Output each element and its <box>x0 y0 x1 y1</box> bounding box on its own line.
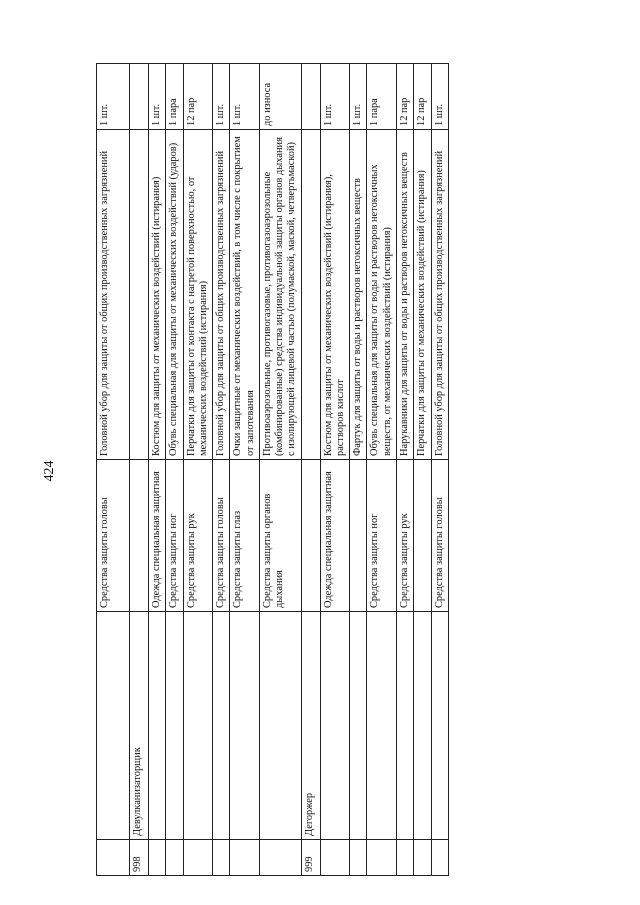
empty-number-cell <box>166 840 183 876</box>
empty-number-cell <box>367 840 397 876</box>
empty-number-cell <box>213 840 230 876</box>
empty-profession-cell <box>431 612 448 840</box>
norm-cell: 1 шт. <box>431 64 448 130</box>
empty-item-cell <box>130 130 149 460</box>
empty-number-cell <box>396 840 413 876</box>
table-row <box>259 64 301 876</box>
category-cell: Средства защиты головы <box>213 460 230 612</box>
empty-category-cell <box>130 460 149 612</box>
table-row <box>414 64 431 876</box>
table-body <box>97 64 449 876</box>
rotated-sheet <box>96 64 540 876</box>
item-cell: Обувь специальная для защиты от воды и растворов нетоксичных веществ, от механических воздействий (истирания) <box>367 130 397 460</box>
empty-profession-cell <box>183 612 213 840</box>
item-cell: Головной убор для защиты от общих производственных загрязнений <box>431 130 448 460</box>
profession-row <box>97 64 130 876</box>
table-row <box>396 64 413 876</box>
item-cell: Обувь специальная для защиты от механических воздействий (ударов) <box>166 130 183 460</box>
empty-profession-cell <box>166 612 183 840</box>
item-cell: Перчатки для защиты от контакта с нагретой поверхностью, от механических воздействий (истирания) <box>183 130 213 460</box>
table-row <box>431 64 448 876</box>
category-cell: Средства защиты ног <box>367 460 397 612</box>
empty-number-cell <box>259 840 301 876</box>
profession-cell: Дегоржер <box>301 612 320 840</box>
empty-profession-cell <box>149 612 166 840</box>
empty-category-cell <box>301 460 320 612</box>
category-cell: Средства защиты глаз <box>230 460 260 612</box>
table-row <box>183 64 213 876</box>
norm-cell: 1 шт. <box>149 64 166 130</box>
norm-cell: 1 шт. <box>230 64 260 130</box>
empty-number-cell <box>414 840 431 876</box>
norm-cell: 12 пар <box>183 64 213 130</box>
norm-cell: 1 шт. <box>213 64 230 130</box>
ppe-norms-table <box>96 63 449 876</box>
profession-cell: Девулканизаторщик <box>130 612 149 840</box>
item-cell: Костюм для защиты от механических воздействий (истирания), растворов кислот <box>320 130 350 460</box>
empty-number-cell <box>230 840 260 876</box>
norm-cell: 1 шт. <box>320 64 350 130</box>
category-cell: Одежда специальная защитная <box>320 460 350 612</box>
table-row <box>320 64 350 876</box>
norm-cell: 12 пар <box>414 64 431 130</box>
category-cell: Средства защиты органов дыхания <box>259 460 301 612</box>
empty-profession-cell <box>230 612 260 840</box>
norm-cell: до износа <box>259 64 301 130</box>
item-cell: Головной убор для защиты от общих производственных загрязнений <box>97 130 130 460</box>
table-row <box>166 64 183 876</box>
item-cell: Противоаэрозольные, противогазовые, противогазоаэрозольные (комбинированные) средства индивидуальной защиты органов дыхания с изолирующей лицевой частью (полумаской, маской, четвертьмаской) <box>259 130 301 460</box>
category-cell <box>414 460 431 612</box>
empty-number-cell <box>431 840 448 876</box>
empty-item-cell <box>301 130 320 460</box>
norm-cell: 1 шт. <box>97 64 130 130</box>
profession-row <box>130 64 149 876</box>
norm-cell: 1 пара <box>367 64 397 130</box>
table-row <box>230 64 260 876</box>
item-cell: Очки защитные от механических воздействий, в том числе с покрытием от запотевания <box>230 130 260 460</box>
row-number-cell <box>97 840 130 876</box>
empty-number-cell <box>350 840 367 876</box>
empty-number-cell <box>320 840 350 876</box>
category-cell: Средства защиты ног <box>166 460 183 612</box>
table-row <box>350 64 367 876</box>
category-cell: Одежда специальная защитная <box>149 460 166 612</box>
table-row <box>149 64 166 876</box>
empty-profession-cell <box>367 612 397 840</box>
category-cell: Средства защиты рук <box>183 460 213 612</box>
empty-number-cell <box>183 840 213 876</box>
item-cell: Перчатки для защиты от механических воздействий (истирания) <box>414 130 431 460</box>
category-cell: Средства защиты головы <box>97 460 130 612</box>
category-cell: Средства защиты рук <box>396 460 413 612</box>
profession-cell <box>97 612 130 840</box>
empty-profession-cell <box>213 612 230 840</box>
table-row <box>213 64 230 876</box>
empty-profession-cell <box>350 612 367 840</box>
norm-cell: 1 шт. <box>350 64 367 130</box>
item-cell: Головной убор для защиты от общих производственных загрязнений <box>213 130 230 460</box>
empty-profession-cell <box>259 612 301 840</box>
item-cell: Фартук для защиты от воды и растворов нетоксичных веществ <box>350 130 367 460</box>
empty-profession-cell <box>396 612 413 840</box>
empty-number-cell <box>149 840 166 876</box>
norm-cell: 1 пара <box>166 64 183 130</box>
empty-norm-cell <box>301 64 320 130</box>
empty-profession-cell <box>414 612 431 840</box>
profession-row <box>301 64 320 876</box>
item-cell: Костюм для защиты от механических воздействий (истирания) <box>149 130 166 460</box>
row-number-cell: 998 <box>130 840 149 876</box>
category-cell: Средства защиты головы <box>431 460 448 612</box>
norm-cell: 12 пар <box>396 64 413 130</box>
page-number: 424 <box>42 460 57 482</box>
table-row <box>367 64 397 876</box>
empty-norm-cell <box>130 64 149 130</box>
category-cell <box>350 460 367 612</box>
empty-profession-cell <box>320 612 350 840</box>
row-number-cell: 999 <box>301 840 320 876</box>
item-cell: Нарукавники для защиты от воды и растворов нетоксичных веществ <box>396 130 413 460</box>
